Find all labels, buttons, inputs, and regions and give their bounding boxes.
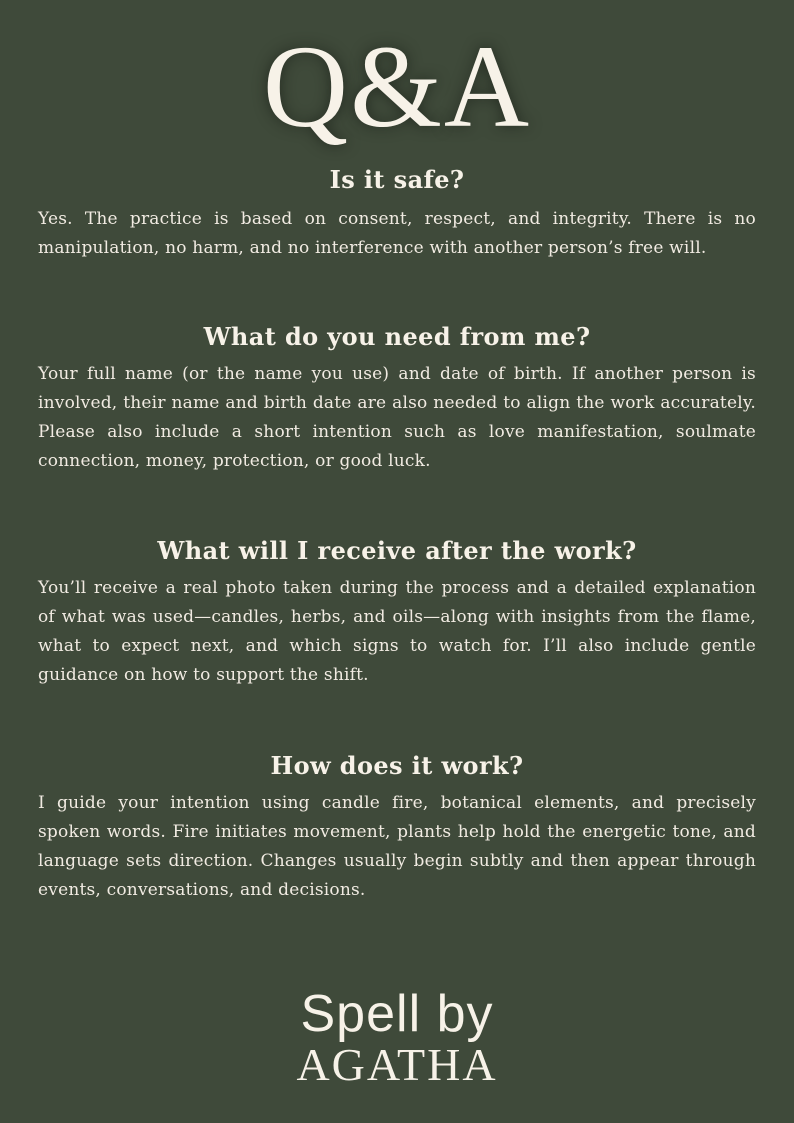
faq-answer: You’ll receive a real photo taken during the process and a detailed explanation of what was used—candles, herbs, and oils—along with insights from the flame, what to expect next, and which signs to watch for. I’ll also include gentle guidance on how to support the shift.	[38, 577, 756, 685]
faq-item-receive	[38, 537, 756, 690]
brand-line-2: AGATHA	[296, 1039, 498, 1090]
faq-question: How does it work?	[270, 751, 524, 780]
page-title: Q&A	[262, 21, 532, 152]
faq-question: What do you need from me?	[203, 322, 591, 351]
brand-signature	[0, 985, 794, 1090]
faq-item-safe	[38, 166, 756, 263]
faq-item-needs	[38, 323, 756, 476]
faq-answer: I guide your intention using candle fire, botanical elements, and precisely spoken words. Fire initiates movement, plants help hold the energetic tone, and language sets direction. Changes usually begin subtly and then appear through events, conversations, and decisions.	[38, 792, 756, 900]
faq-item-how	[38, 752, 756, 905]
faq-answer: Your full name (or the name you use) and date of birth. If another person is involved, their name and birth date are also needed to align the work accurately. Please also include a short intention such as love manifestation, soulmate connection, money, protection, or good luck.	[38, 363, 756, 471]
faq-question: What will I receive after the work?	[157, 536, 637, 565]
brand-line-1: Spell by	[300, 985, 494, 1043]
faq-question: Is it safe?	[329, 165, 465, 194]
faq-answer: Yes. The practice is based on consent, respect, and integrity. There is no manipulation, no harm, and no interference with another person’s free will.	[38, 208, 756, 258]
